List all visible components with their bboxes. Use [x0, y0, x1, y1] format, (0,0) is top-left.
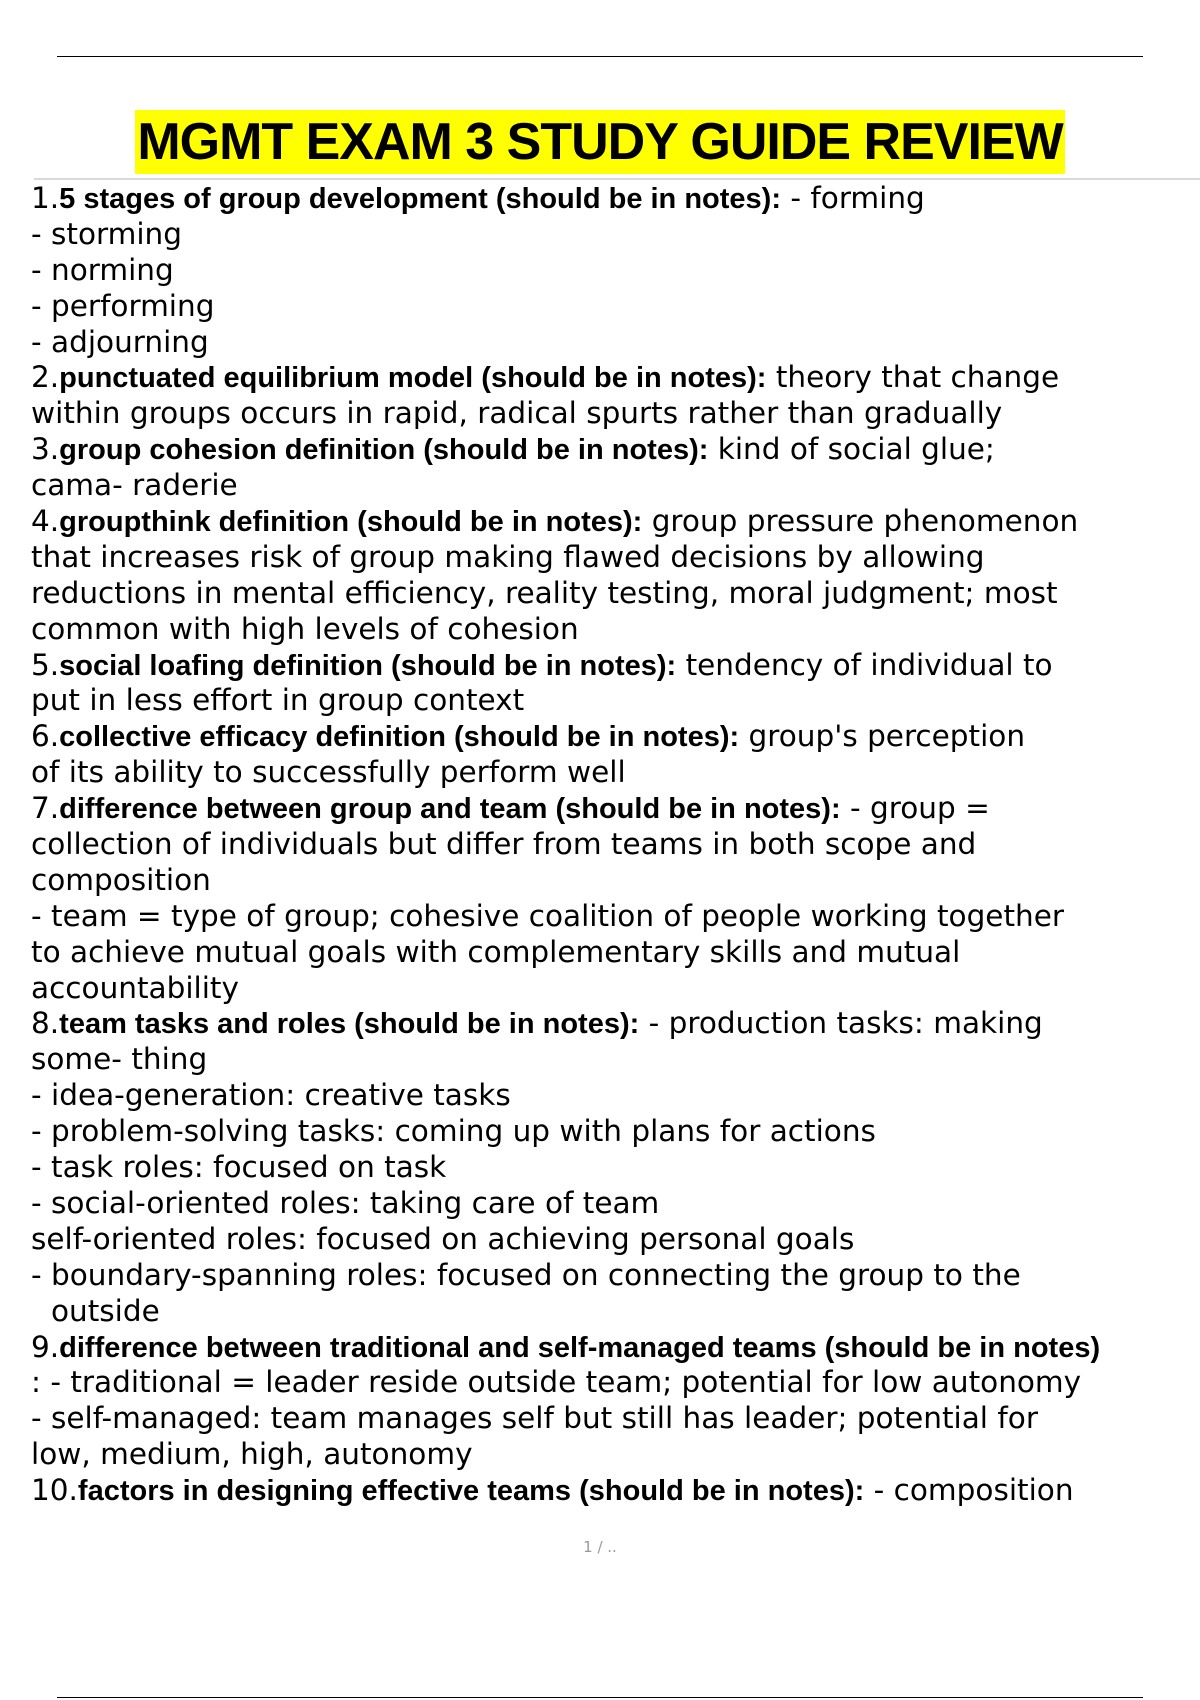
question-line: [31, 648, 1200, 684]
study-guide-content: [31, 181, 1200, 1509]
question-text: factors in designing effective teams (should be in notes):: [77, 1475, 865, 1508]
answer-line: accountability: [31, 970, 239, 1005]
answer-line: - team = type of group; cohesive coalition of people working together: [31, 898, 1064, 933]
answer-text: group's perception: [739, 719, 1026, 754]
answer-line: collection of individuals but differ from teams in both scope and: [31, 827, 977, 862]
item-number: 1.: [31, 181, 60, 215]
question-text: punctuated equilibrium model (should be in notes):: [59, 362, 767, 395]
answer-line: - idea-generation: creative tasks: [31, 1078, 511, 1113]
answer-line: some- thing: [31, 1042, 208, 1077]
question-text: team tasks and roles (should be in notes):: [59, 1008, 640, 1041]
page-number: 1 / ..: [583, 1538, 617, 1556]
answer-text: - group =: [840, 791, 990, 826]
answer-line: self-oriented roles: focused on achieving personal goals: [31, 1221, 855, 1256]
item-number: 7.: [31, 791, 60, 826]
answer-text: - forming: [780, 181, 925, 215]
question-line: [31, 1330, 1200, 1366]
answer-text: - production tasks: making: [639, 1006, 1043, 1041]
title-container: [0, 110, 1200, 174]
answer-text: kind of social glue;: [708, 432, 995, 467]
question-line: [31, 432, 1200, 468]
question-text: collective efficacy definition (should be in notes):: [59, 721, 740, 754]
question-line: [31, 504, 1200, 540]
question-text: difference between traditional and self-managed teams (should be in notes): [59, 1331, 1101, 1364]
answer-line: low, medium, high, autonomy: [31, 1437, 473, 1472]
answer-line: cama- raderie: [31, 468, 238, 503]
item-number: 8.: [31, 1006, 60, 1041]
question-text: difference between group and team (should be in notes):: [59, 793, 841, 826]
answer-line: to achieve mutual goals with complementary skills and mutual: [31, 934, 961, 969]
item-number: 9.: [31, 1329, 60, 1364]
answer-text: tendency of individual to: [676, 647, 1053, 682]
item-number: 5.: [31, 647, 60, 682]
answer-line: - adjourning: [31, 324, 209, 359]
question-line: [31, 1473, 1200, 1509]
answer-text: - composition: [864, 1473, 1074, 1508]
item-number: 6.: [31, 719, 60, 754]
answer-line: - social-oriented roles: taking care of team: [31, 1185, 660, 1220]
answer-line: composition: [31, 862, 211, 897]
answer-line: reductions in mental efficiency, reality testing, moral judgment; most: [31, 575, 1058, 610]
question-line: [31, 791, 1200, 827]
answer-line: - performing: [31, 288, 215, 323]
title-underline: [34, 178, 1200, 180]
question-text: group cohesion definition (should be in notes):: [59, 434, 709, 467]
answer-line: - task roles: focused on task: [31, 1150, 447, 1185]
answer-line: - boundary-spanning roles: focused on connecting the group to the: [31, 1257, 1021, 1292]
answer-line: within groups occurs in rapid, radical spurts rather than gradually: [31, 396, 1003, 431]
answer-line: : - traditional = leader reside outside team; potential for low autonomy: [31, 1365, 1082, 1400]
page-title: MGMT EXAM 3 STUDY GUIDE REVIEW: [135, 110, 1064, 174]
question-line: [31, 360, 1200, 396]
answer-line: of its ability to successfully perform well: [31, 755, 626, 790]
answer-line: outside: [51, 1293, 160, 1328]
question-text: groupthink definition (should be in notes):: [59, 506, 643, 539]
item-number: 4.: [31, 504, 60, 539]
bottom-rule: [57, 1697, 1143, 1698]
answer-line: common with high levels of cohesion: [31, 611, 579, 646]
question-line: [31, 719, 1200, 755]
item-number: 3.: [31, 432, 60, 467]
answer-line: - norming: [31, 252, 174, 287]
answer-line: put in less effort in group context: [31, 683, 525, 718]
question-line: [31, 1006, 1200, 1042]
question-line: [31, 181, 1200, 217]
item-number: 10.: [31, 1473, 78, 1508]
top-rule: [57, 56, 1143, 57]
answer-line: that increases risk of group making flawed decisions by allowing: [31, 539, 985, 574]
question-text: social loafing definition (should be in notes):: [59, 649, 677, 682]
item-number: 2.: [31, 360, 60, 395]
question-text: 5 stages of group development (should be in notes):: [59, 183, 781, 215]
answer-text: theory that change: [766, 360, 1060, 395]
answer-line: - storming: [31, 216, 182, 251]
answer-text: group pressure phenomenon: [642, 504, 1079, 539]
answer-line: - self-managed: team manages self but still has leader; potential for: [31, 1401, 1038, 1436]
answer-line: - problem-solving tasks: coming up with plans for actions: [31, 1114, 876, 1149]
